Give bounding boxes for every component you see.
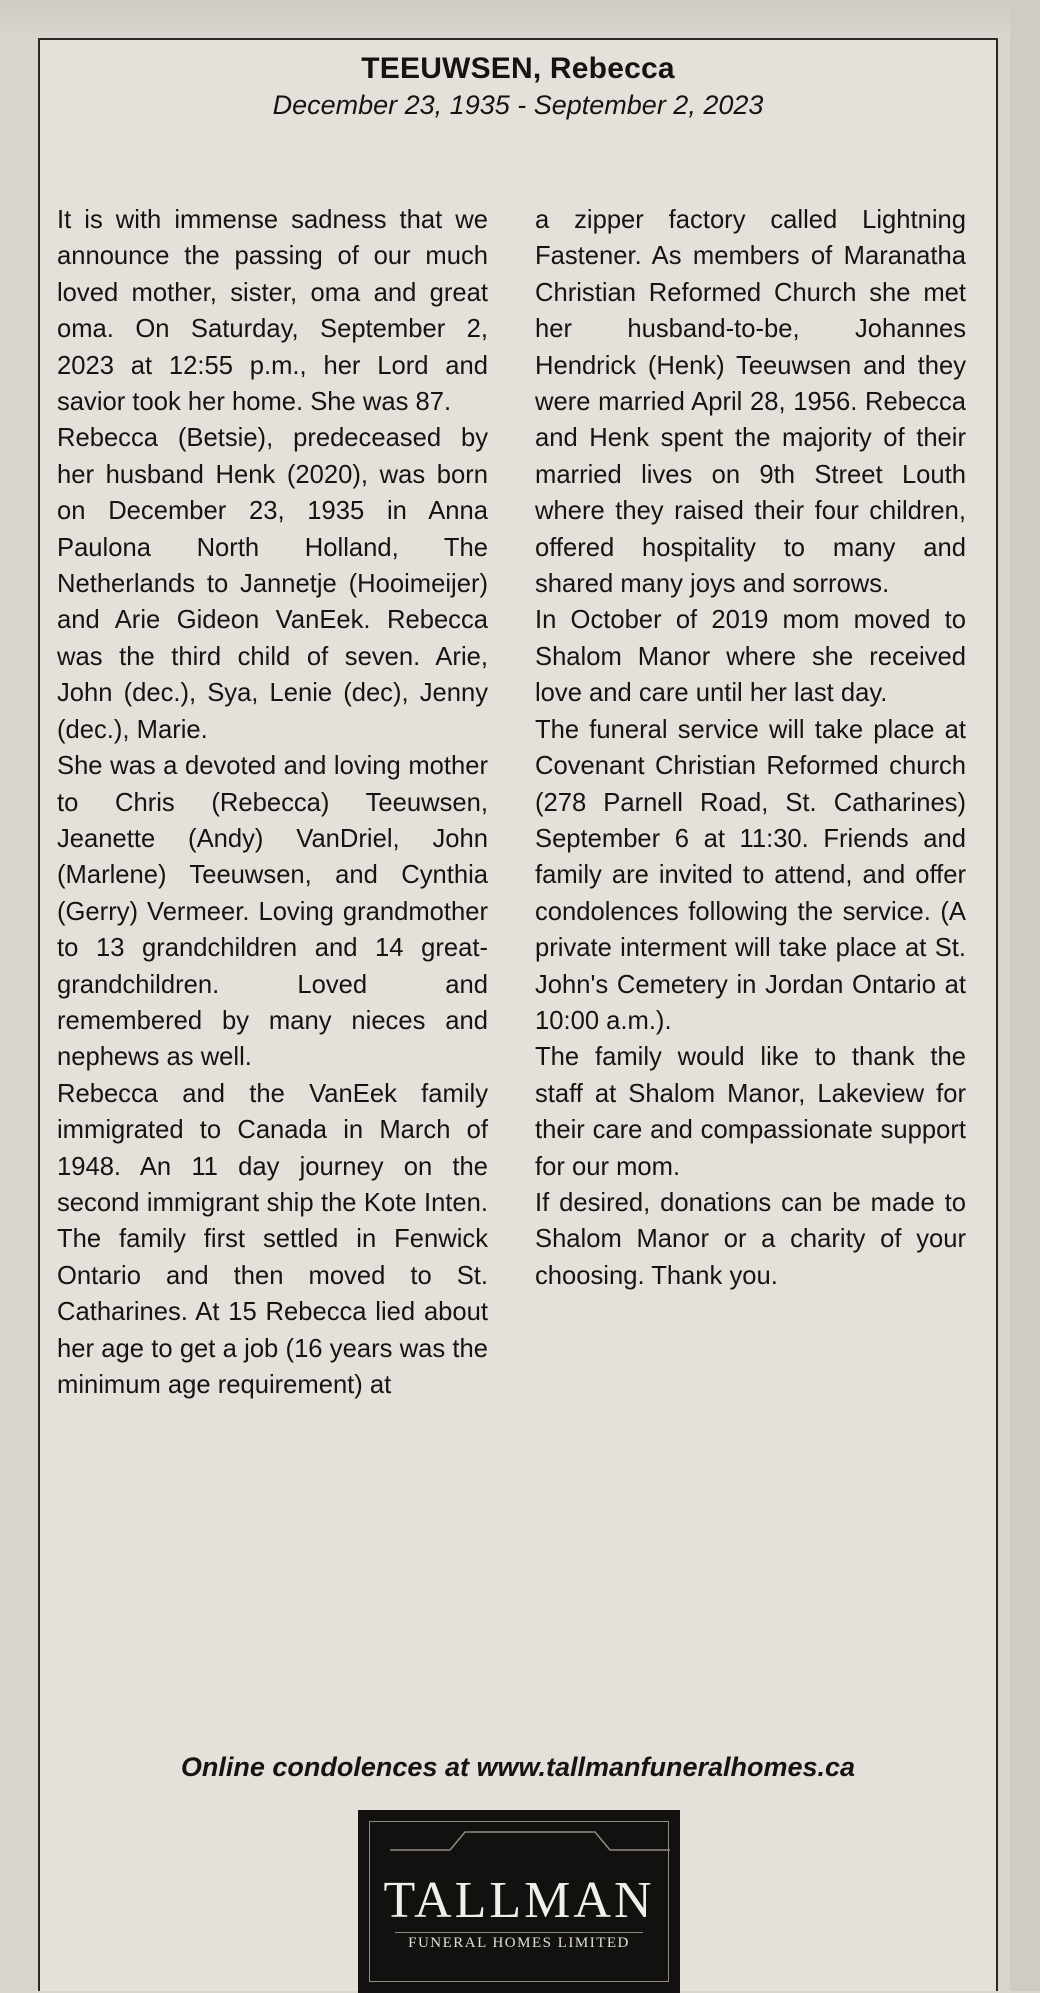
logo-name: TALLMAN [383,1872,655,1929]
adjacent-column-top [0,0,1040,38]
adjacent-column-right [1010,0,1040,1991]
right-column [535,202,966,1294]
paragraph-thanks: The family would like to thank the staff at Shalom Manor, Lakeview for their care and compassionate support for our mom. [535,1043,966,1181]
obituary-name: TEEUWSEN, Rebecca [361,52,675,85]
paragraph-donations: If desired, donations can be made to Shalom Manor or a charity of your choosing. Thank you. [535,1188,966,1290]
logo-subtitle: FUNERAL HOMES LIMITED [408,1935,630,1951]
logo-divider [395,1932,643,1933]
obituary-notice [38,38,998,1991]
paragraph-announcement: It is with immense sadness that we announce the passing of our much loved mother, sister, oma and great oma. On Saturday, September 2, 2023 at 12:55 p.m., her Lord and savior took her home. She was 87. [57,206,488,417]
online-condolences-link[interactable]: Online condolences at www.tallmanfuneralhomes.ca [180,1752,856,1782]
paragraph-family-background: Rebecca (Betsie), predeceased by her husband Henk (2020), was born on December 23, 1935 in Anna Paulona North Holland, The Netherlands to Jannetje (Hooimeijer) and Arie Gideon VanEek. Rebecca was the third child of seven. Arie, John (dec.), Sya, Lenie (dec), Jenny (dec.), Marie. [57,424,488,744]
paragraph-immigration: Rebecca and the VanEek family immigrated to Canada in March of 1948. An 11 day journey on the second immigrant ship the Kote Inten. The family first settled in Fenwick Ontario and then moved to St. Catharines. At 15 Rebecca lied about her age to get a job (16 years was the minimum age requirement) at [57,1079,488,1399]
left-column [57,202,488,1403]
paragraph-funeral-service: The funeral service will take place at Covenant Christian Reformed church (278 Parnell Road, St. Catharines) September 6 at 11:30. Friends and family are invited to attend, and offer condolences following the service. (A private interment will take place at St. John's Cemetery in Jordan Ontario at 10:00 a.m.). [535,715,966,1035]
paragraph-shalom-manor: In October of 2019 mom moved to Shalom Manor where she received love and care until her last day. [535,606,966,708]
tallman-logo [358,1810,680,1993]
paragraph-marriage: a zipper factory called Lightning Fastener. As members of Maranatha Christian Reformed Church she met her husband-to-be, Johannes Hendrick (Henk) Teeuwsen and they were married April 28, 1956. Rebecca and Henk spent the majority of their married lives on 9th Street Louth where they raised their four children, offered hospitality to many and shared many joys and sorrows. [535,206,966,599]
obituary-dates: December 23, 1935 - September 2, 2023 [272,90,764,120]
logo-flourish-icon [390,1822,670,1852]
paragraph-children: She was a devoted and loving mother to Chris (Rebecca) Teeuwsen, Jeanette (Andy) VanDriel, John (Marlene) Teeuwsen, and Cynthia (Gerry) Vermeer. Loving grandmother to 13 grandchildren and 14 great-grandchildren. Loved and remembered by many nieces and nephews as well. [57,752,488,1072]
